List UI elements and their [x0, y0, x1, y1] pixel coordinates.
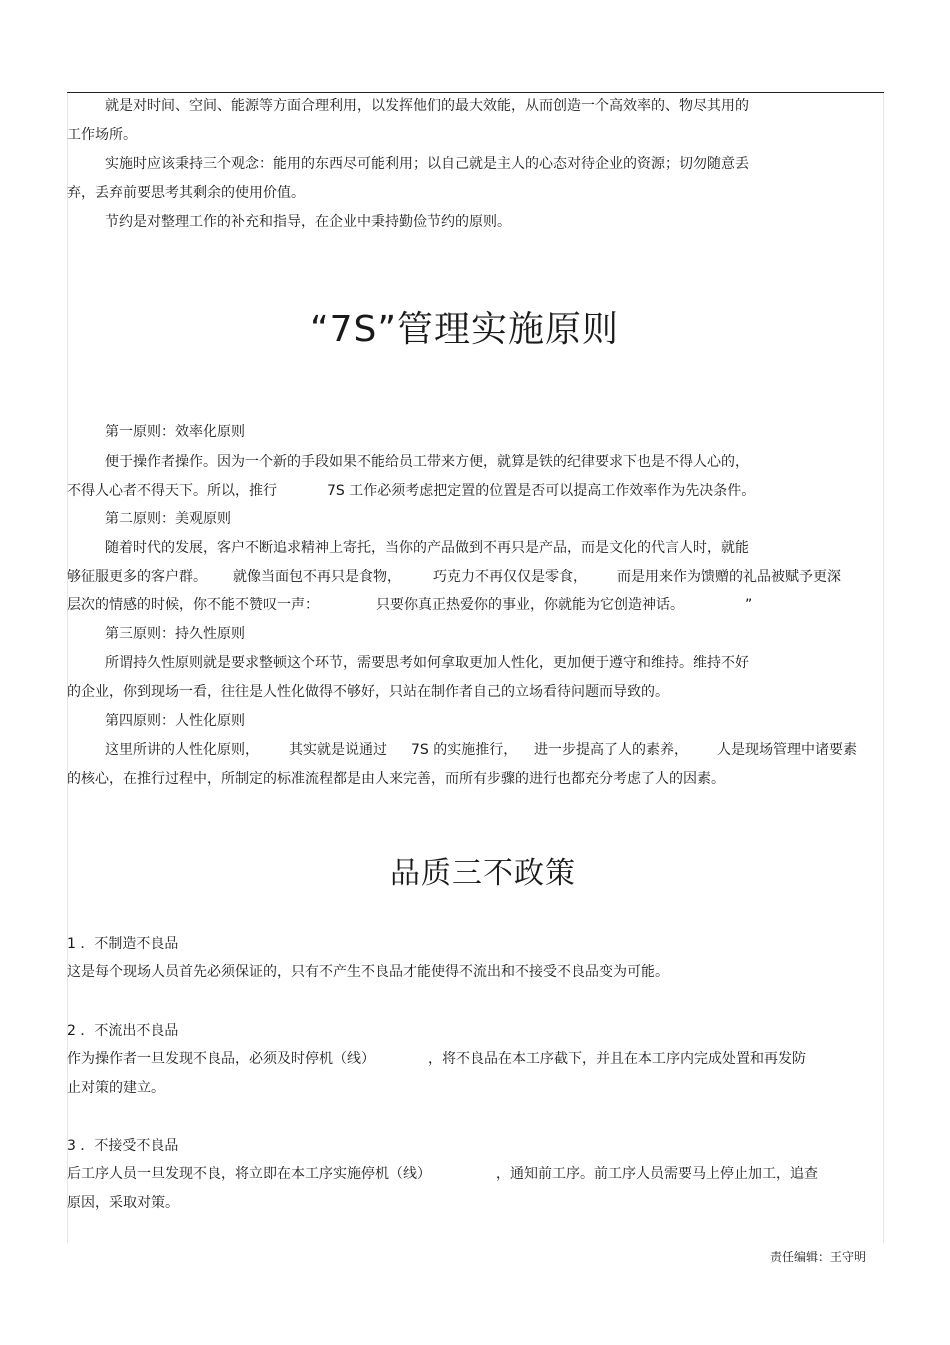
right-margin-line [883, 93, 884, 1243]
left-margin-line [67, 93, 68, 1243]
section-title-7s: “7S”管理实施原则 [310, 309, 620, 350]
top-rule [67, 92, 884, 93]
principle-1-line-1: 便于操作者操作。因为一个新的手段如果不能给员工带来方便，就算是铁的纪律要求下也是不得人心的， [105, 454, 749, 470]
policy-3-line-1b: ，通知前工序。前工序人员需要马上停止加工，追查 [496, 1166, 818, 1182]
principle-1-line-2b: 7S 工作必须考虑把定置的位置是否可以提高工作效率作为先决条件。 [327, 483, 756, 499]
principle-2-line-2a: 够征服更多的客户群。 [67, 569, 207, 585]
principle-4-line-1d: 进一步提高了人的素养， [534, 742, 688, 758]
policy-2-line-1a: 作为操作者一旦发现不良品，必须及时停机（线） [67, 1051, 375, 1067]
principle-2-line-3b: 只要你真正热爱你的事业，你就能为它创造神话。 [376, 597, 684, 613]
policy-3-line-2: 原因，采取对策。 [67, 1195, 179, 1211]
section-title-quality: 品质三不政策 [390, 856, 576, 891]
principle-4-line-1a: 这里所讲的人性化原则， [105, 742, 259, 758]
principle-3-line-1: 所谓持久性原则就是要求整顿这个环节，需要思考如何拿取更加人性化，更加便于遵守和维持。维持不好 [105, 655, 749, 671]
principle-2-line-3c: ” [745, 597, 753, 613]
intro-line-3: 实施时应该秉持三个观念：能用的东西尽可能利用；以自己就是主人的心态对待企业的资源；切勿随意丢 [105, 156, 749, 172]
intro-line-4: 弃，丢弃前要思考其剩余的使用价值。 [67, 185, 305, 201]
principle-2-line-1: 随着时代的发展，客户不断追求精神上寄托，当你的产品做到不再只是产品，而是文化的代言人时，就能 [105, 540, 749, 556]
principle-3-line-2: 的企业，你到现场一看，往往是人性化做得不够好，只站在制作者自己的立场看待问题而导致的。 [67, 684, 669, 700]
policy-2-line-1b: ，将不良品在本工序截下，并且在本工序内完成处置和再发防 [428, 1051, 806, 1067]
principle-4-line-1c: 7S 的实施推行， [411, 742, 518, 758]
policy-2-heading: 2 ．不流出不良品 [67, 1023, 179, 1039]
principle-4-line-2: 的核心，在推行过程中，所制定的标准流程都是由人来完善，而所有步骤的进行也都充分考虑了人的因素。 [67, 771, 725, 787]
policy-2-line-2: 止对策的建立。 [67, 1080, 165, 1096]
policy-3-line-1a: 后工序人员一旦发现不良，将立即在本工序实施停机（线） [67, 1166, 431, 1182]
policy-1-line-1: 这是每个现场人员首先必须保证的，只有不产生不良品才能使得不流出和不接受不良品变为可能。 [67, 964, 669, 980]
principle-2-heading: 第二原则：美观原则 [105, 511, 231, 527]
principle-2-line-2b: 就像当面包不再只是食物， [233, 569, 401, 585]
policy-3-heading: 3 ．不接受不良品 [67, 1138, 179, 1154]
principle-2-line-3a: 层次的情感的时候，你不能不赞叹一声： [67, 597, 319, 613]
intro-line-2: 工作场所。 [67, 127, 137, 143]
principle-3-heading: 第三原则：持久性原则 [105, 626, 245, 642]
principle-2-line-2c: 巧克力不再仅仅是零食， [433, 569, 587, 585]
principle-4-line-1b: 其实就是说通过 [289, 742, 387, 758]
policy-1-heading: 1 ．不制造不良品 [67, 936, 179, 952]
principle-1-line-2a: 不得人心者不得天下。所以，推行 [67, 483, 277, 499]
intro-line-1: 就是对时间、空间、能源等方面合理利用，以发挥他们的最大效能，从而创造一个高效率的、物尽其用的 [105, 98, 749, 114]
principle-4-line-1e: 人是现场管理中诸要素 [717, 742, 857, 758]
footer-editor: 责任编辑：王守明 [770, 1250, 867, 1264]
principle-4-heading: 第四原则：人性化原则 [105, 713, 245, 729]
principle-2-line-2d: 而是用来作为馈赠的礼品被赋予更深 [617, 569, 841, 585]
principle-1-heading: 第一原则：效率化原则 [105, 424, 245, 440]
intro-line-5: 节约是对整理工作的补充和指导，在企业中秉持勤俭节约的原则。 [105, 214, 511, 230]
